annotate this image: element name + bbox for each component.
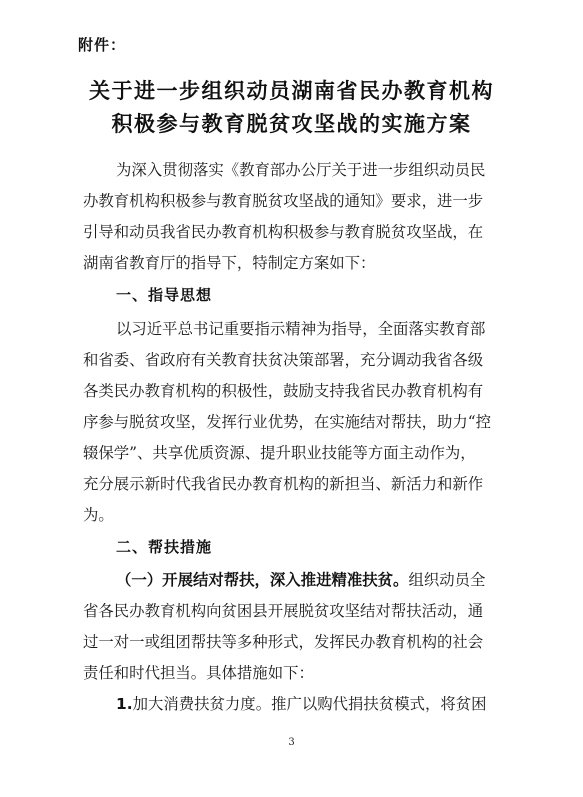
page-number: 3	[288, 737, 295, 748]
attachment-label: 附件：	[78, 36, 127, 54]
intro-line: 湖南省教育厅的指导下，特制定方案如下：	[83, 254, 376, 272]
paragraph-line: 以习近平总书记重要指示精神为指导，全面落实教育部	[116, 320, 486, 338]
subsection-heading: （一）开展结对帮扶，深入推进精准扶贫。	[116, 571, 409, 589]
subsection-line	[116, 568, 485, 590]
paragraph-line: 为。	[83, 506, 114, 524]
paragraph-line: 充分展示新时代我省民办教育机构的新担当、新活力和新作	[83, 475, 484, 493]
paragraph-line: 过一对一或组团帮扶等多种形式，发挥民办教育机构的社会	[83, 633, 484, 651]
section-heading-assistance-measures: 二、帮扶措施	[116, 538, 213, 556]
paragraph-line: 责任和时代担当。具体措施如下：	[83, 664, 314, 682]
paragraph-line: 序参与脱贫攻坚，发挥行业优势，在实施结对帮扶，助力“控	[83, 413, 492, 431]
section-heading-guiding-ideology: 一、指导思想	[116, 286, 213, 304]
intro-line: 引导和动员我省民办教育机构积极参与教育脱贫攻坚战，在	[83, 223, 484, 241]
paragraph-line: 各类民办教育机构的积极性，鼓励支持我省民办教育机构有	[83, 382, 484, 400]
paragraph-line: 和省委、省政府有关教育扶贫决策部署，充分调动我省各级	[83, 351, 484, 369]
item-text: 加大消费扶贫力度。推广以购代捐扶贫模式，将贫困	[132, 695, 487, 713]
subsection-text: 组织动员全	[408, 571, 486, 589]
paragraph-line: 辍保学”、共享优质资源、提升职业技能等方面主动作为，	[83, 444, 476, 462]
document-title-line-2: 积极参与教育脱贫攻坚战的实施方案	[111, 112, 472, 136]
intro-line: 为深入贯彻落实《教育部办公厅关于进一步组织动员民	[116, 161, 486, 179]
document-title-line-1: 关于进一步组织动员湖南省民办教育机构	[89, 79, 494, 103]
paragraph-line: 省各民办教育机构向贫困县开展脱贫攻坚结对帮扶活动，通	[83, 602, 484, 620]
intro-line: 办教育机构积极参与教育脱贫攻坚战的通知》要求，进一步	[83, 192, 484, 210]
item-number: 1.	[116, 695, 133, 713]
numbered-item	[116, 692, 487, 714]
